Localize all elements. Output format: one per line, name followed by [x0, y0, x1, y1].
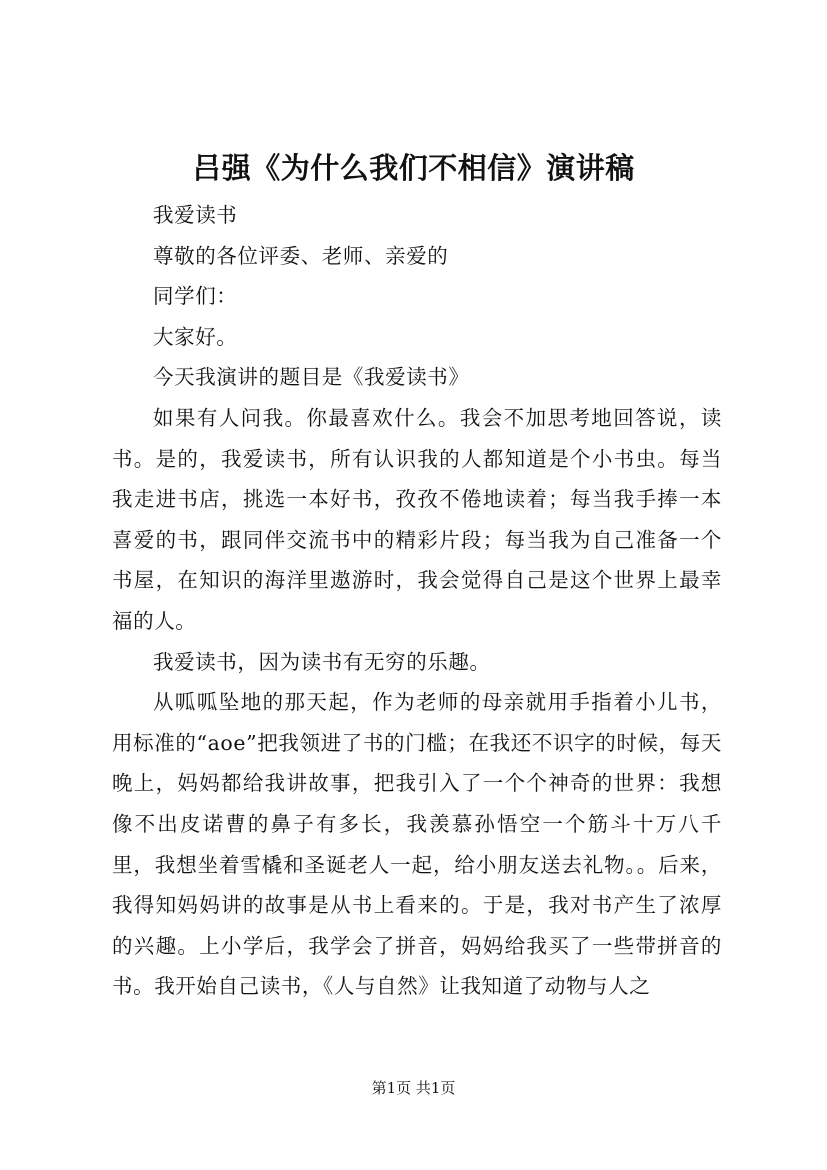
paragraph: 今天我演讲的题目是《我爱读书》	[153, 365, 470, 390]
document-body	[112, 195, 722, 1007]
paragraph: 同学们：	[153, 284, 238, 309]
paragraph: 我爱读书	[153, 203, 238, 227]
page-footer: 第1页 共1页	[371, 1079, 456, 1097]
paragraph: 我爱读书，因为读书有无穷的乐趣。	[153, 649, 491, 674]
paragraph: 从呱呱坠地的那天起，作为老师的母亲就用手指着小儿书，用标准的“aoe”把我领进了书的门槛；在我还不识字的时候，每天晚上，妈妈都给我讲故事，把我引入了一个个神奇的世界：我想像不出皮诺曹的鼻子有多长，我羡慕孙悟空一个筋斗十万八千里，我想坐着雪橇和圣诞老人一起，给小朋友送去礼物。。后来，我得知妈妈讲的故事是从书上看来的。于是，我对书产生了浓厚的兴趣。上小学后，我学会了拼音，妈妈给我买了一些带拼音的书。我开始自己读书，《人与自然》让我知道了动物与人之	[112, 690, 722, 999]
paragraph: 大家好。	[153, 324, 238, 349]
paragraph: 如果有人问我。你最喜欢什么。我会不加思考地回答说，读书。是的，我爱读书，所有认识我的人都知道是个小书虫。每当我走进书店，挑选一本好书，孜孜不倦地读着；每当我手捧一本喜爱的书，跟同伴交流书中的精彩片段；每当我为自己准备一个书屋，在知识的海洋里遨游时，我会觉得自己是这个世界上最幸福的人。	[112, 405, 722, 633]
document-title: 吕强《为什么我们不相信》演讲稿	[192, 151, 635, 185]
paragraph: 尊敬的各位评委、老师、亲爱的	[153, 243, 449, 268]
